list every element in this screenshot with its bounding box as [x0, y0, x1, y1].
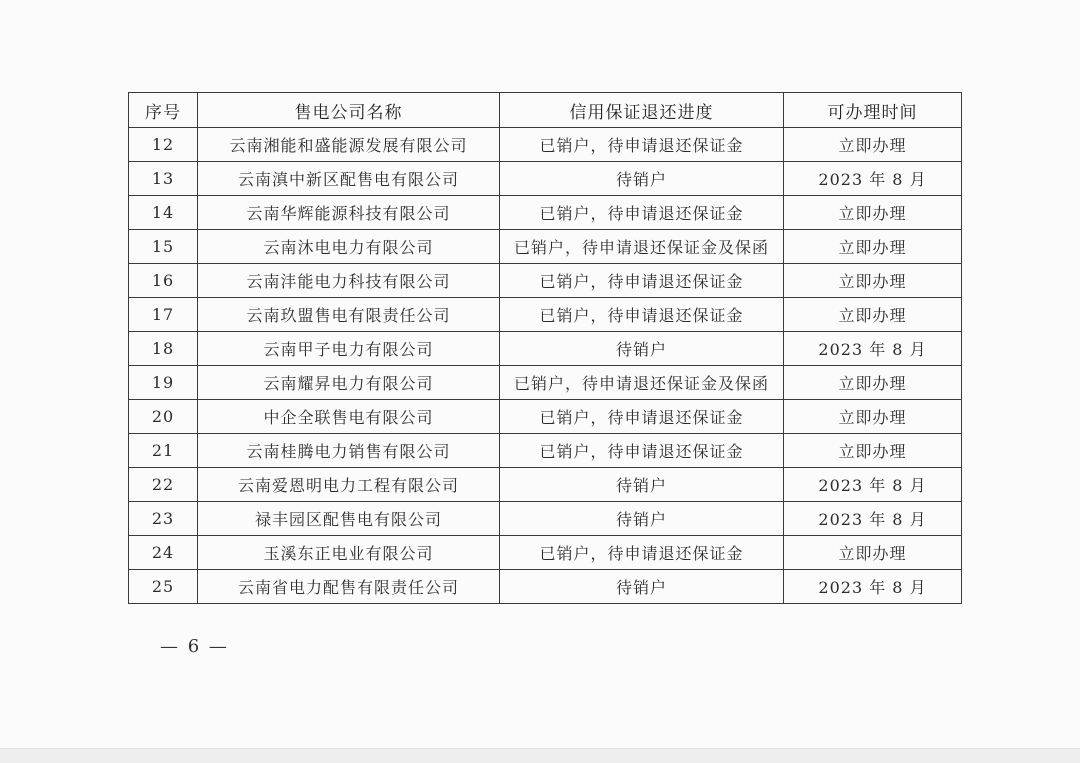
header-serial-number: 序号	[129, 93, 198, 128]
cell-available-time: 2023 年 8 月	[784, 570, 962, 604]
cell-serial-number: 19	[129, 366, 198, 400]
cell-company-name: 中企全联售电有限公司	[198, 400, 500, 434]
cell-serial-number: 14	[129, 196, 198, 230]
cell-available-time: 立即办理	[784, 196, 962, 230]
cell-available-time: 2023 年 8 月	[784, 502, 962, 536]
cell-available-time: 立即办理	[784, 400, 962, 434]
cell-company-name: 云南桂腾电力销售有限公司	[198, 434, 500, 468]
table-row	[129, 230, 962, 264]
table-row	[129, 162, 962, 196]
cell-available-time: 立即办理	[784, 128, 962, 162]
cell-serial-number: 22	[129, 468, 198, 502]
cell-available-time: 2023 年 8 月	[784, 162, 962, 196]
table-row	[129, 298, 962, 332]
cell-company-name: 云南沣能电力科技有限公司	[198, 264, 500, 298]
cell-refund-progress: 待销户	[500, 570, 784, 604]
cell-company-name: 云南爱恩明电力工程有限公司	[198, 468, 500, 502]
page-number: — 6 —	[160, 636, 229, 657]
header-refund-progress: 信用保证退还进度	[500, 93, 784, 128]
cell-serial-number: 24	[129, 536, 198, 570]
cell-refund-progress: 已销户，待申请退还保证金	[500, 196, 784, 230]
cell-company-name: 玉溪东正电业有限公司	[198, 536, 500, 570]
table-header-row	[129, 93, 962, 128]
table-row	[129, 502, 962, 536]
cell-refund-progress: 已销户，待申请退还保证金及保函	[500, 366, 784, 400]
cell-available-time: 立即办理	[784, 264, 962, 298]
table-row	[129, 332, 962, 366]
table-row	[129, 264, 962, 298]
cell-company-name: 云南湘能和盛能源发展有限公司	[198, 128, 500, 162]
cell-refund-progress: 已销户，待申请退还保证金	[500, 536, 784, 570]
cell-company-name: 云南华辉能源科技有限公司	[198, 196, 500, 230]
table-row	[129, 434, 962, 468]
cell-company-name: 禄丰园区配售电有限公司	[198, 502, 500, 536]
table-row	[129, 570, 962, 604]
cell-available-time: 2023 年 8 月	[784, 332, 962, 366]
cell-serial-number: 17	[129, 298, 198, 332]
cell-company-name: 云南沐电电力有限公司	[198, 230, 500, 264]
company-table	[128, 92, 962, 604]
page-edge	[0, 748, 1080, 763]
cell-serial-number: 13	[129, 162, 198, 196]
header-company-name: 售电公司名称	[198, 93, 500, 128]
cell-refund-progress: 已销户，待申请退还保证金及保函	[500, 230, 784, 264]
cell-company-name: 云南滇中新区配售电有限公司	[198, 162, 500, 196]
cell-company-name: 云南玖盟售电有限责任公司	[198, 298, 500, 332]
cell-available-time: 立即办理	[784, 298, 962, 332]
cell-available-time: 立即办理	[784, 366, 962, 400]
table-body	[129, 128, 962, 604]
cell-refund-progress: 待销户	[500, 162, 784, 196]
cell-refund-progress: 待销户	[500, 502, 784, 536]
cell-serial-number: 12	[129, 128, 198, 162]
cell-refund-progress: 已销户，待申请退还保证金	[500, 128, 784, 162]
cell-company-name: 云南省电力配售有限责任公司	[198, 570, 500, 604]
cell-refund-progress: 已销户，待申请退还保证金	[500, 298, 784, 332]
header-available-time: 可办理时间	[784, 93, 962, 128]
cell-serial-number: 18	[129, 332, 198, 366]
cell-available-time: 立即办理	[784, 434, 962, 468]
cell-available-time: 立即办理	[784, 230, 962, 264]
cell-serial-number: 16	[129, 264, 198, 298]
table-row	[129, 196, 962, 230]
cell-available-time: 立即办理	[784, 536, 962, 570]
cell-refund-progress: 待销户	[500, 332, 784, 366]
cell-available-time: 2023 年 8 月	[784, 468, 962, 502]
cell-refund-progress: 已销户，待申请退还保证金	[500, 434, 784, 468]
cell-refund-progress: 已销户，待申请退还保证金	[500, 264, 784, 298]
cell-refund-progress: 待销户	[500, 468, 784, 502]
table-row	[129, 400, 962, 434]
table-row	[129, 468, 962, 502]
table-row	[129, 536, 962, 570]
table-row	[129, 128, 962, 162]
table-row	[129, 366, 962, 400]
cell-company-name: 云南耀昇电力有限公司	[198, 366, 500, 400]
cell-serial-number: 21	[129, 434, 198, 468]
cell-serial-number: 23	[129, 502, 198, 536]
cell-serial-number: 15	[129, 230, 198, 264]
cell-serial-number: 20	[129, 400, 198, 434]
cell-serial-number: 25	[129, 570, 198, 604]
cell-refund-progress: 已销户，待申请退还保证金	[500, 400, 784, 434]
cell-company-name: 云南甲子电力有限公司	[198, 332, 500, 366]
